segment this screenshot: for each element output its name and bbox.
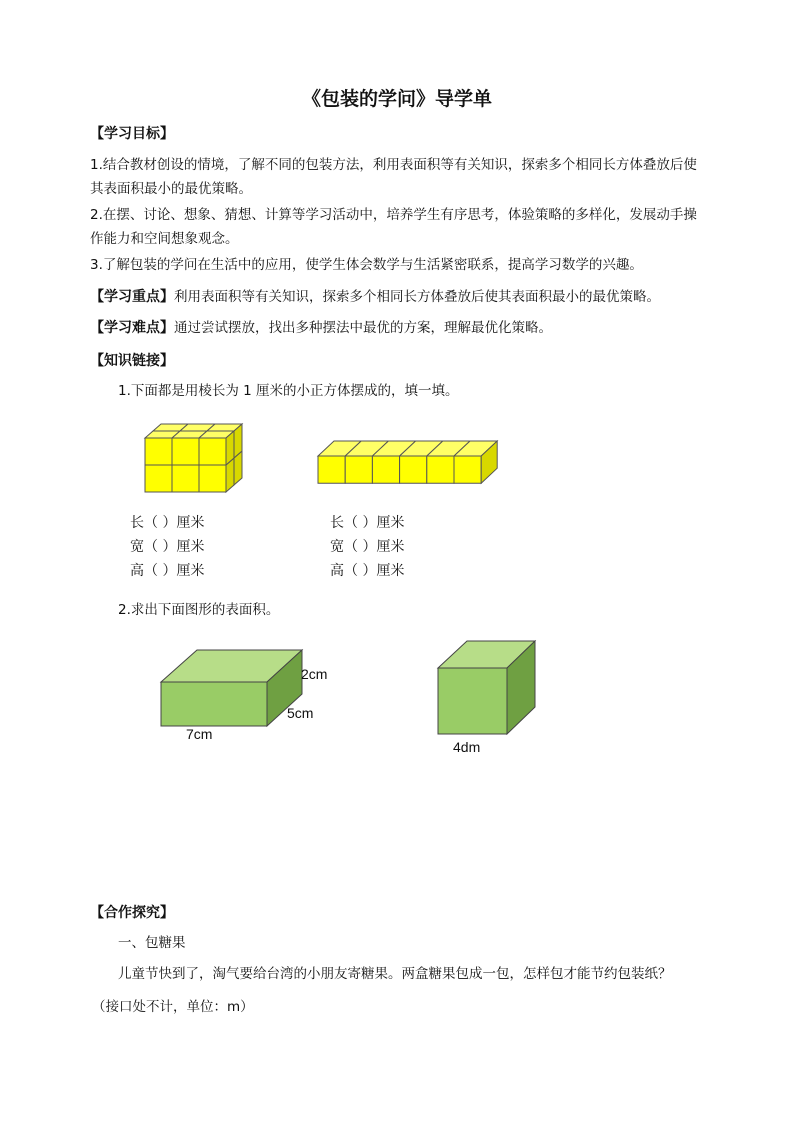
fig2-front-cell <box>345 456 372 483</box>
explore-paragraph: 儿童节快到了，淘气要给台湾的小朋友寄糖果。两盒糖果包成一包，怎样包才能节约包装纸？ <box>118 966 672 982</box>
cuboid-front-face <box>161 682 267 726</box>
goal-item-2: 2.在摆、讨论、想象、猜想、计算等学习活动中，培养学生有序思考，体验策略的多样化，发展动手操作能力和空间想象观念。 <box>90 207 697 247</box>
fig2-height-blank: 高（ ）厘米 <box>330 563 405 579</box>
goals-heading: 【学习目标】 <box>90 126 174 142</box>
fig2-length-blank: 长（ ）厘米 <box>330 515 405 531</box>
fig2-front-cell <box>400 456 427 483</box>
cuboid-length-label: 7cm <box>186 726 213 742</box>
fig2-front-cell <box>454 456 481 483</box>
cuboid-height-label: 2cm <box>301 666 328 682</box>
key-point-text: 利用表面积等有关知识，探索多个相同长方体叠放后使其表面积最小的最优策略。 <box>174 289 660 305</box>
knowledge-q1: 1.下面都是用棱长为 1 厘米的小正方体摆成的，填一填。 <box>118 383 459 399</box>
fig1-length-blank: 长（ ）厘米 <box>130 515 205 531</box>
fig1-width-blank: 宽（ ）厘米 <box>130 539 205 555</box>
cuboid-width-label: 5cm <box>287 705 314 721</box>
knowledge-heading: 【知识链接】 <box>90 353 174 369</box>
goal-item-1: 1.结合教材创设的情境，了解不同的包装方法，利用表面积等有关知识，探索多个相同长方体叠放后使其表面积最小的最优策略。 <box>90 157 697 197</box>
fig1-front-cell <box>145 465 172 492</box>
page-title: 《包装的学问》导学单 <box>301 88 492 110</box>
fig2-front-cell <box>372 456 399 483</box>
explore-subheading: 一、包糖果 <box>118 935 186 951</box>
explore-heading: 【合作探究】 <box>90 905 174 921</box>
goal-item-3: 3.了解包装的学问在生活中的应用，使学生体会数学与生活紧密联系，提高学习数学的兴趣。 <box>90 257 643 273</box>
fig1-front-cell <box>172 465 199 492</box>
fig1-front-cell <box>199 438 226 465</box>
fig1-front-cell <box>172 438 199 465</box>
fig2-width-blank: 宽（ ）厘米 <box>330 539 405 555</box>
fig1-height-blank: 高（ ）厘米 <box>130 563 205 579</box>
fig2-front-cell <box>318 456 345 483</box>
difficulty-text: 通过尝试摆放，找出多种摆法中最优的方案，理解最优化策略。 <box>174 320 552 336</box>
knowledge-q2: 2.求出下面图形的表面积。 <box>118 602 280 618</box>
fig1-front-cell <box>145 438 172 465</box>
fig1-front-cell <box>199 465 226 492</box>
explore-note: （接口处不计，单位：m） <box>92 999 254 1015</box>
key-point-label: 【学习重点】 <box>90 289 174 305</box>
cube-front-face <box>438 668 507 734</box>
difficulty-label: 【学习难点】 <box>90 320 174 336</box>
cube-edge-label: 4dm <box>453 739 481 755</box>
fig2-front-cell <box>427 456 454 483</box>
